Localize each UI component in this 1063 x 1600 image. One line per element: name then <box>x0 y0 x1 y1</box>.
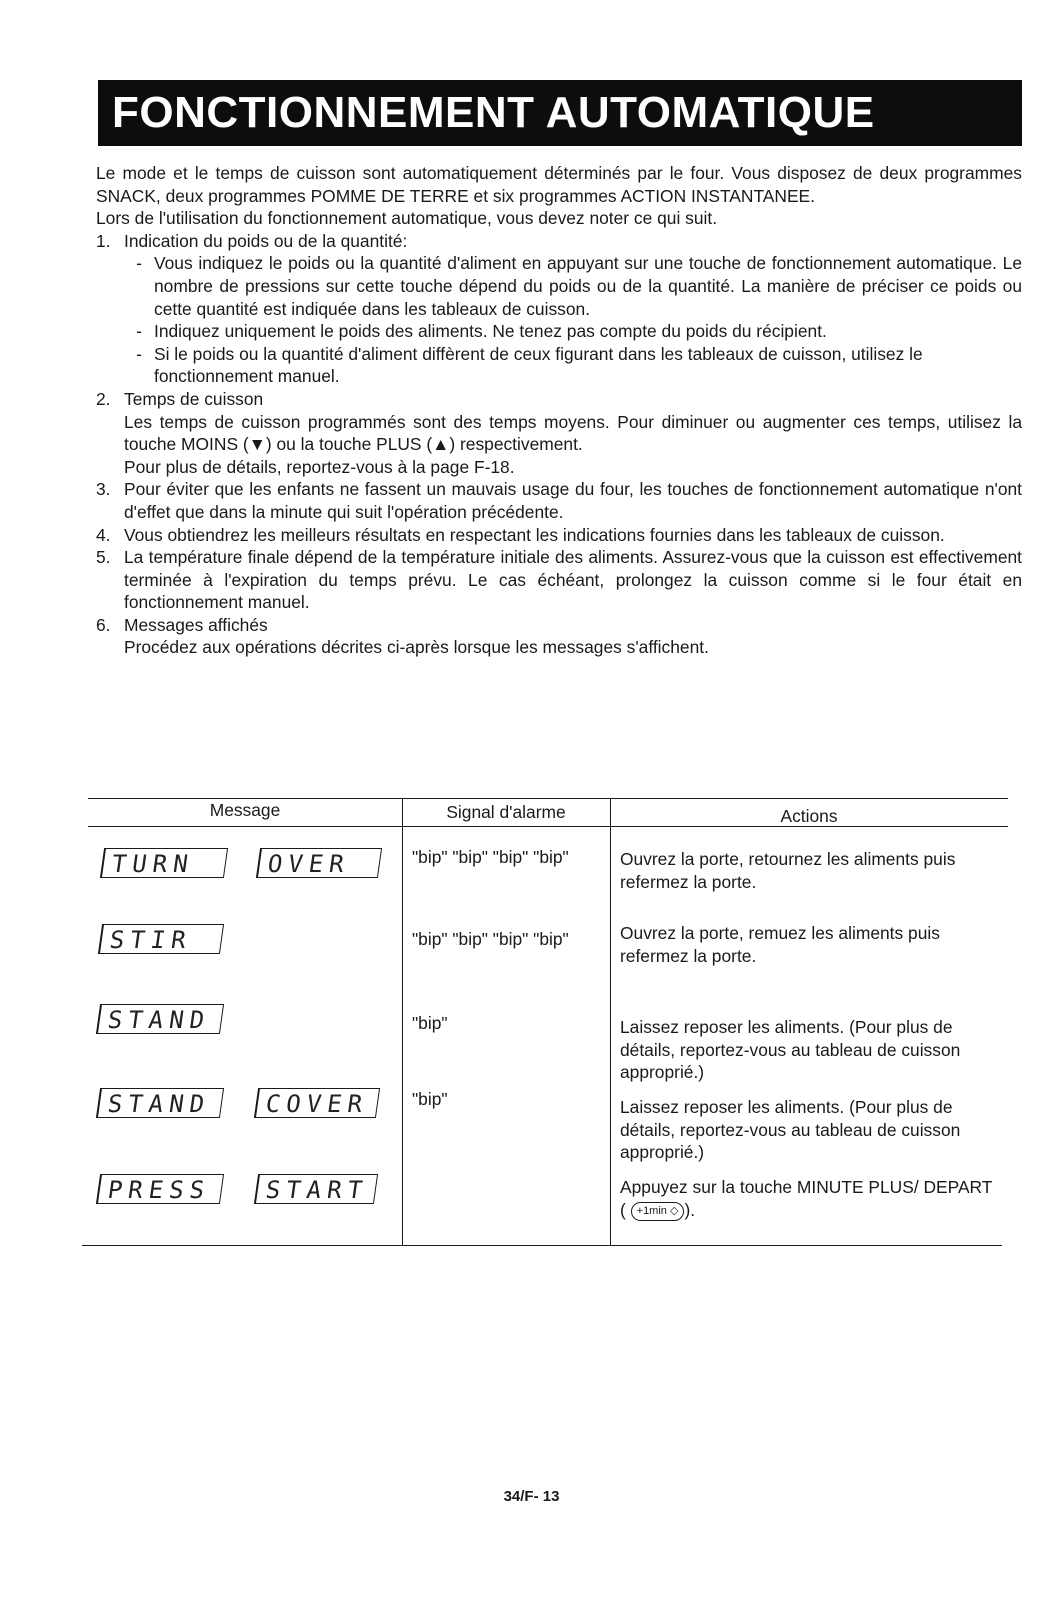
display-message: STAND <box>96 1004 224 1034</box>
column-divider <box>610 798 611 1245</box>
display-message: START <box>254 1174 378 1204</box>
alarm-signal: "bip" <box>412 1013 448 1033</box>
item-paragraph: Pour plus de détails, reportez-vous à la page F-18. <box>124 456 515 477</box>
bullet-item: - Si le poids ou la quantité d'aliment diffèrent de ceux figurant dans les tableaux de cuisson, utilisez le fonctionnement manuel. <box>136 343 923 387</box>
list-item: 3. Pour éviter que les enfants ne fassent un mauvais usage du four, les touches de fonctionnement automatique n'ont d'effet que dans la minute qui suit l'opération précédente. <box>96 479 1022 522</box>
bullet-item: - Vous indiquez le poids ou la quantité d'aliment en appuyant sur une touche de fonctionnement automatique. Le nombre de pressions sur cette touche dépend du poids ou de la quantité. La manière de préciser ce poids ou cette quantité est indiquée dans les tableaux de cuisson. <box>136 253 1022 319</box>
action-text: Appuyez sur la touche MINUTE PLUS/ DEPART ( +1min ◇ ). <box>620 1177 993 1220</box>
intro-paragraph: Lors de l'utilisation du fonctionnement automatique, vous devez noter ce qui suit. <box>96 208 718 229</box>
bullet-item: - Indiquez uniquement le poids des aliments. Ne tenez pas compte du poids du récipient. <box>136 321 827 342</box>
page-title: FONCTIONNEMENT AUTOMATIQUE <box>112 88 875 137</box>
table-top-rule <box>88 798 1008 799</box>
body-text <box>96 162 1022 659</box>
action-text: Ouvrez la porte, remuez les aliments puis refermez la porte. <box>620 923 940 966</box>
alarm-signal: "bip" <box>412 1089 448 1109</box>
table-bottom-rule <box>82 1245 1002 1246</box>
display-message: TURN <box>100 848 228 878</box>
list-item: 4. Vous obtiendrez les meilleurs résultats en respectant les indications fournies dans les tableaux de cuisson. <box>96 524 945 545</box>
header-message: Message <box>209 800 281 820</box>
header-actions: Actions <box>780 806 838 826</box>
display-message: OVER <box>256 848 382 878</box>
display-message: STIR <box>98 924 224 954</box>
intro-paragraph: Le mode et le temps de cuisson sont automatiquement déterminés par le four. Vous disposez de deux programmes SNACK, deux programmes POMME DE TERRE et six programmes ACTION INSTANTANEE. <box>96 163 1022 206</box>
action-text: Ouvrez la porte, retournez les aliments puis refermez la porte. <box>620 849 956 892</box>
list-item: 6. Messages affichés Procédez aux opérations décrites ci-après lorsque les messages s'affichent. <box>96 614 1022 659</box>
list-item: 2. Temps de cuisson Les temps de cuisson programmés sont des temps moyens. Pour diminuer ou augmenter ces temps, utilisez la touche MOINS (▼) ou la touche PLUS (▲) respectivement. Pour plus de détails, reportez-vous à la page F-18. <box>96 388 1022 477</box>
item-text: Indication du poids ou de la quantité: <box>124 230 408 251</box>
item-text: Temps de cuisson <box>124 388 264 409</box>
page-number: 34/F- 13 <box>503 1488 560 1505</box>
action-text: Laissez reposer les aliments. (Pour plus de détails, reportez-vous au tableau de cuisson approprié.) <box>620 1097 961 1163</box>
list-item: 5. La température finale dépend de la température initiale des aliments. Assurez-vous que la cuisson est effectivement terminée à l'expiration du temps prévu. Le cas échéant, prolongez la cuisson comme si le four était en fonctionnement manuel. <box>96 547 1022 613</box>
action-text: Laissez reposer les aliments. (Pour plus de détails, reportez-vous au tableau de cuisson approprié.) <box>620 1017 961 1083</box>
alarm-signal: "bip" "bip" "bip" "bip" <box>412 847 569 867</box>
item-paragraph: Les temps de cuisson programmés sont des temps moyens. Pour diminuer ou augmenter ces temps, utilisez la touche MOINS (▼) ou la touche PLUS (▲) respectivement. <box>124 411 1022 455</box>
item-paragraph: Procédez aux opérations décrites ci-après lorsque les messages s'affichent. <box>124 637 709 658</box>
item-text: Messages affichés <box>124 614 268 635</box>
header-signal: Signal d'alarme <box>446 802 566 822</box>
alarm-signal: "bip" "bip" "bip" "bip" <box>412 929 569 949</box>
display-message: COVER <box>254 1088 380 1118</box>
list-item: 1. Indication du poids ou de la quantité: - Vous indiquez le poids ou la quantité d'aliment en appuyant sur une touche de fonctionnement automatique. Le nombre de pressions sur cette touche dépend du poids ou de la quantité. La manière de préciser ce poids ou cette quantité est indiquée dans les tableaux de cuisson. - Indiquez uniquement le poids des aliments. Ne tenez pas compte du poids du récipient. - Si le poids ou la quantité d'aliment diffèrent de ceux figurant dans les tableaux de cuisson, utilisez le fonctionnement manuel. <box>96 230 1022 387</box>
column-divider <box>402 798 403 1245</box>
minute-plus-key-icon: +1min ◇ <box>631 1202 685 1221</box>
display-message: STAND <box>96 1088 224 1118</box>
display-message: PRESS <box>96 1174 224 1204</box>
